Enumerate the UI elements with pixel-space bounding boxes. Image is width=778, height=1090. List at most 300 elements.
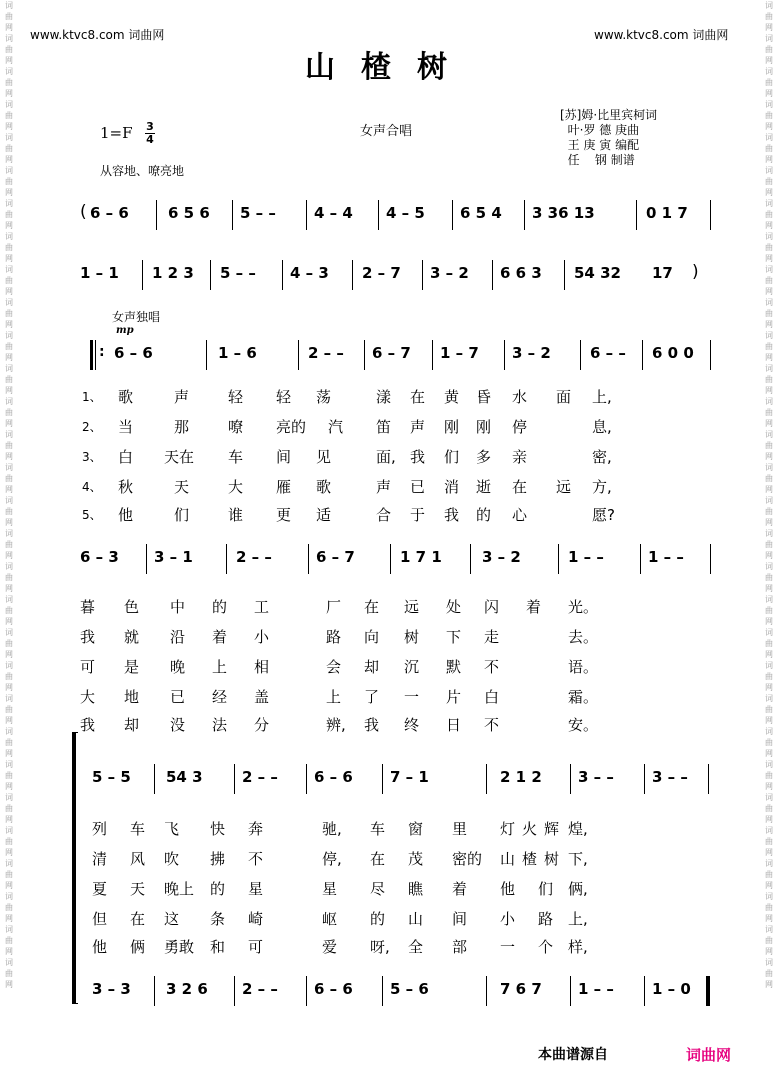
measure: 2 – – xyxy=(236,548,272,566)
barline xyxy=(352,260,353,290)
lyric-word: 声 xyxy=(410,418,426,436)
lyric-word: 分 xyxy=(254,716,270,734)
tempo-marking: 从容地、嘹亮地 xyxy=(100,164,185,178)
lyric-line-3 xyxy=(80,446,720,466)
verse-number: 5、 xyxy=(82,508,102,522)
lyric-word: 小 xyxy=(500,910,516,928)
barline xyxy=(524,200,525,230)
credit-lyricist: [苏]姆·比里宾柯词 xyxy=(560,108,658,122)
measure: 6 – 3 xyxy=(80,548,119,566)
lyric-word: 个 xyxy=(538,938,554,956)
measure: 1 – 0 xyxy=(652,980,691,998)
barline xyxy=(486,764,487,794)
barline xyxy=(226,544,227,574)
lyric-word: 下 xyxy=(446,628,462,646)
lyric-line-15 xyxy=(92,936,732,956)
lyric-word: 亮的 xyxy=(276,418,307,436)
lyric-word: 在 xyxy=(130,910,146,928)
measure: 54 3 xyxy=(166,768,203,786)
key-signature: 1=F xyxy=(100,124,133,142)
open-paren: ( xyxy=(80,202,87,222)
lyric-word: 黄 xyxy=(444,388,460,406)
lyric-word: 天 xyxy=(130,880,146,898)
lyric-word: 灯 xyxy=(500,820,516,838)
barline xyxy=(146,544,147,574)
lyric-word: 和 xyxy=(210,938,226,956)
barline xyxy=(644,764,645,794)
measure: 4 – 4 xyxy=(314,204,353,222)
lyric-word: 辉 xyxy=(544,820,560,838)
lyric-word: 晚 xyxy=(170,658,186,676)
lyric-line-4 xyxy=(80,476,720,496)
lyric-word: 不 xyxy=(484,658,500,676)
lyric-word: 山 xyxy=(408,910,424,928)
lyric-word: 可 xyxy=(248,938,264,956)
lyric-word: 在 xyxy=(370,850,386,868)
barline xyxy=(636,200,637,230)
lyric-line-6 xyxy=(80,596,720,616)
verse-number: 3、 xyxy=(82,450,102,464)
lyric-word: 着 xyxy=(212,628,228,646)
barline xyxy=(710,200,711,230)
lyric-word: 刚 xyxy=(444,418,460,436)
lyric-word: 的 xyxy=(476,506,492,524)
lyric-word: 车 xyxy=(228,448,244,466)
lyric-word: 他 xyxy=(500,880,516,898)
lyric-word: 天 xyxy=(174,478,190,496)
solo-label: 女声独唱 xyxy=(112,310,161,324)
lyric-word: 心 xyxy=(512,506,528,524)
lyric-word: 地 xyxy=(124,688,140,706)
measure: 3 – – xyxy=(652,768,688,786)
measure: 1 – 6 xyxy=(218,344,257,362)
lyric-word: 我 xyxy=(80,628,96,646)
measure: 17 xyxy=(652,264,673,282)
lyric-word: 相 xyxy=(254,658,270,676)
lyric-word: 闪 xyxy=(484,598,500,616)
lyric-word: 走 xyxy=(484,628,500,646)
lyric-word: 车 xyxy=(130,820,146,838)
lyric-word: 茂 xyxy=(408,850,424,868)
barline xyxy=(558,544,559,574)
lyric-word: 当 xyxy=(118,418,134,436)
lyric-word: 上 xyxy=(212,658,228,676)
lyric-line-8 xyxy=(80,656,720,676)
measure: 6 – 7 xyxy=(316,548,355,566)
measure: 6 5 4 xyxy=(460,204,502,222)
close-paren: ) xyxy=(692,262,699,282)
lyric-word: 上 xyxy=(326,688,342,706)
barline xyxy=(710,544,711,574)
lyric-word: 见 xyxy=(316,448,332,466)
barline xyxy=(580,340,581,370)
lyric-word: 了 xyxy=(364,688,380,706)
lyric-word: 沉 xyxy=(404,658,420,676)
lyric-word: 呀, xyxy=(370,938,390,956)
barline xyxy=(432,340,433,370)
measure: 3 2 6 xyxy=(166,980,208,998)
lyric-word: 的 xyxy=(212,598,228,616)
barline xyxy=(142,260,143,290)
lyric-word: 停, xyxy=(322,850,342,868)
barline xyxy=(378,200,379,230)
measure: 2 1 2 xyxy=(500,768,542,786)
lyric-word: 已 xyxy=(170,688,186,706)
performance-type: 女声合唱 xyxy=(360,124,413,139)
lyric-line-13 xyxy=(92,878,732,898)
credits xyxy=(560,108,657,168)
measure: 6 5 6 xyxy=(168,204,210,222)
lyric-word: 火 xyxy=(522,820,538,838)
time-signature xyxy=(145,121,155,146)
lyric-word: 去。 xyxy=(568,628,599,646)
lyric-word: 我 xyxy=(364,716,380,734)
measure: 3 36 13 xyxy=(532,204,595,222)
measure: 3 – – xyxy=(578,768,614,786)
lyric-word: 沿 xyxy=(170,628,186,646)
staff-row-3 xyxy=(80,344,710,374)
measure: 6 – 6 xyxy=(90,204,129,222)
lyric-line-7 xyxy=(80,626,720,646)
barline xyxy=(306,200,307,230)
verse-number: 1、 xyxy=(82,390,102,404)
lyric-word: 在 xyxy=(364,598,380,616)
lyric-word: 我 xyxy=(410,448,426,466)
lyric-word: 不 xyxy=(248,850,264,868)
lyric-word: 远 xyxy=(404,598,420,616)
lyric-word: 树 xyxy=(404,628,420,646)
lyric-line-10 xyxy=(80,714,720,734)
lyric-word: 夏 xyxy=(92,880,108,898)
measure: 54 32 xyxy=(574,264,621,282)
lyric-word: 们 xyxy=(174,506,190,524)
lyric-word: 声 xyxy=(376,478,392,496)
lyric-word: 会 xyxy=(326,658,342,676)
lyric-word: 风 xyxy=(130,850,146,868)
measure: 1 – 1 xyxy=(80,264,119,282)
system-bracket xyxy=(72,732,78,1004)
measure: 6 – 7 xyxy=(372,344,411,362)
lyric-word: 歌 xyxy=(316,478,332,496)
barline xyxy=(640,544,641,574)
measure: 6 – 6 xyxy=(314,768,353,786)
lyric-word: 俩 xyxy=(130,938,146,956)
lyric-word: 息, xyxy=(592,418,612,436)
lyric-word: 面, xyxy=(376,448,396,466)
lyric-word: 安。 xyxy=(568,716,599,734)
site-watermark-right: www.ktvc8.com 词曲网 xyxy=(594,28,729,42)
song-title: 山楂树 xyxy=(305,50,473,85)
lyric-line-14 xyxy=(92,908,732,928)
measure: 1 – – xyxy=(648,548,684,566)
barline xyxy=(154,764,155,794)
lyric-word: 尽 xyxy=(370,880,386,898)
lyric-word: 拂 xyxy=(210,850,226,868)
lyric-word: 却 xyxy=(364,658,380,676)
lyric-word: 大 xyxy=(228,478,244,496)
measure: 3 – 2 xyxy=(430,264,469,282)
lyric-word: 是 xyxy=(124,658,140,676)
lyric-word: 天在 xyxy=(164,448,195,466)
barline xyxy=(470,544,471,574)
lyric-word: 多 xyxy=(476,448,492,466)
lyric-word: 远 xyxy=(556,478,572,496)
barline xyxy=(570,976,571,1006)
lyric-word: 谁 xyxy=(228,506,244,524)
lyric-line-5 xyxy=(80,504,720,524)
barline xyxy=(234,976,235,1006)
lyric-word: 歌 xyxy=(118,388,134,406)
lyric-word: 着 xyxy=(452,880,468,898)
lyric-word: 刚 xyxy=(476,418,492,436)
measure: 2 – – xyxy=(308,344,344,362)
lyric-word: 已 xyxy=(410,478,426,496)
lyric-word: 晚上 xyxy=(164,880,195,898)
lyric-word: 车 xyxy=(370,820,386,838)
lyric-word: 路 xyxy=(326,628,342,646)
brand-logo: 词曲网 xyxy=(686,1046,732,1064)
lyric-word: 水 xyxy=(512,388,528,406)
lyric-line-9 xyxy=(80,686,720,706)
credit-transcriber: 任 钢 制谱 xyxy=(560,153,635,167)
lyric-word: 瞧 xyxy=(408,880,424,898)
final-barline xyxy=(706,976,710,1006)
lyric-word: 星 xyxy=(248,880,264,898)
lyric-word: 霜。 xyxy=(568,688,599,706)
lyric-word: 适 xyxy=(316,506,332,524)
lyric-word: 面 xyxy=(556,388,572,406)
lyric-word: 就 xyxy=(124,628,140,646)
lyric-word: 轻 xyxy=(276,388,292,406)
lyric-word: 于 xyxy=(410,506,426,524)
staff-row-4 xyxy=(80,548,710,578)
verse-number: 2、 xyxy=(82,420,102,434)
lyric-word: 岖 xyxy=(322,910,338,928)
measure: 1 – 7 xyxy=(440,344,479,362)
lyric-word: 快 xyxy=(210,820,226,838)
measure: 2 – 7 xyxy=(362,264,401,282)
lyric-word: 工 xyxy=(254,598,270,616)
measure: 5 – – xyxy=(220,264,256,282)
measure: 5 – – xyxy=(240,204,276,222)
measure: 1 2 3 xyxy=(152,264,194,282)
lyric-word: 下, xyxy=(568,850,588,868)
lyric-word: 全 xyxy=(408,938,424,956)
measure: 2 – – xyxy=(242,980,278,998)
lyric-word: 光。 xyxy=(568,598,599,616)
lyric-word: 逝 xyxy=(476,478,492,496)
lyric-word: 列 xyxy=(92,820,108,838)
lyric-word: 轻 xyxy=(228,388,244,406)
lyric-word: 路 xyxy=(538,910,554,928)
barline xyxy=(282,260,283,290)
barline xyxy=(422,260,423,290)
measure: 2 – – xyxy=(242,768,278,786)
lyric-word: 语。 xyxy=(568,658,599,676)
staff-row-1 xyxy=(80,204,710,234)
lyric-word: 盖 xyxy=(254,688,270,706)
measure: 6 6 3 xyxy=(500,264,542,282)
lyric-word: 爱 xyxy=(322,938,338,956)
lyric-word: 昏 xyxy=(476,388,492,406)
staff-row-6 xyxy=(92,980,710,1010)
barline xyxy=(156,200,157,230)
meter-bottom: 4 xyxy=(146,133,154,146)
lyric-word: 却 xyxy=(124,716,140,734)
lyric-word: 嘹 xyxy=(228,418,244,436)
measure: 4 – 3 xyxy=(290,264,329,282)
lyric-word: 暮 xyxy=(80,598,96,616)
lyric-word: 崎 xyxy=(248,910,264,928)
lyric-word: 俩, xyxy=(568,880,588,898)
barline xyxy=(382,764,383,794)
lyric-word: 白 xyxy=(118,448,134,466)
lyric-word: 法 xyxy=(212,716,228,734)
lyric-word: 大 xyxy=(80,688,96,706)
lyric-word: 雁 xyxy=(276,478,292,496)
lyric-word: 经 xyxy=(212,688,228,706)
lyric-word: 我 xyxy=(444,506,460,524)
lyric-word: 不 xyxy=(484,716,500,734)
barline xyxy=(308,544,309,574)
barline xyxy=(492,260,493,290)
lyric-word: 的 xyxy=(370,910,386,928)
lyric-word: 荡 xyxy=(316,388,332,406)
measure: 1 – – xyxy=(578,980,614,998)
dynamic-marking: mp xyxy=(116,325,134,336)
barline xyxy=(642,340,643,370)
lyric-word: 密, xyxy=(592,448,612,466)
lyric-word: 白 xyxy=(484,688,500,706)
lyric-word: 向 xyxy=(364,628,380,646)
barline xyxy=(570,764,571,794)
measure: 1 – – xyxy=(568,548,604,566)
lyric-word: 色 xyxy=(124,598,140,616)
lyric-word: 那 xyxy=(174,418,190,436)
barline xyxy=(206,340,207,370)
staff-row-5 xyxy=(92,768,710,798)
side-watermark-right: 词曲网词曲网词曲网词曲网词曲网词曲网词曲网词曲网词曲网词曲网词曲网词曲网词曲网词曲网词曲网词曲网词曲网词曲网词曲网词曲网词曲网词曲网词曲网词曲网词曲网词曲网词曲网词曲网词曲网词曲网 xyxy=(765,1,773,989)
barline xyxy=(504,340,505,370)
lyric-word: 终 xyxy=(404,716,420,734)
measure: 7 – 1 xyxy=(390,768,429,786)
lyric-word: 合 xyxy=(376,506,392,524)
measure: 0 1 7 xyxy=(646,204,688,222)
lyric-word: 间 xyxy=(452,910,468,928)
lyric-word: 间 xyxy=(276,448,292,466)
lyric-word: 消 xyxy=(444,478,460,496)
barline xyxy=(306,764,307,794)
repeat-start xyxy=(90,340,96,370)
lyric-word: 们 xyxy=(538,880,554,898)
lyric-word: 们 xyxy=(444,448,460,466)
barline xyxy=(232,200,233,230)
measure: 5 – 5 xyxy=(92,768,131,786)
barline xyxy=(154,976,155,1006)
lyric-word: 上, xyxy=(592,388,612,406)
lyric-line-11 xyxy=(92,818,732,838)
lyric-word: 清 xyxy=(92,850,108,868)
measure: 6 – 6 xyxy=(314,980,353,998)
barline xyxy=(298,340,299,370)
lyric-word: 吹 xyxy=(164,850,180,868)
barline xyxy=(210,260,211,290)
lyric-word: 窗 xyxy=(408,820,424,838)
lyric-word: 山 xyxy=(500,850,516,868)
meter-top: 3 xyxy=(146,120,154,133)
verse-number: 4、 xyxy=(82,480,102,494)
barline xyxy=(710,340,711,370)
lyric-word: 默 xyxy=(446,658,462,676)
site-watermark-left: www.ktvc8.com 词曲网 xyxy=(30,28,165,42)
barline xyxy=(390,544,391,574)
lyric-word: 他 xyxy=(92,938,108,956)
measure: 3 – 3 xyxy=(92,980,131,998)
side-watermark-left: 词曲网词曲网词曲网词曲网词曲网词曲网词曲网词曲网词曲网词曲网词曲网词曲网词曲网词曲网词曲网词曲网词曲网词曲网词曲网词曲网词曲网词曲网词曲网词曲网词曲网词曲网词曲网词曲网词曲网词曲网 xyxy=(5,1,13,989)
barline xyxy=(306,976,307,1006)
measure: 4 – 5 xyxy=(386,204,425,222)
lyric-word: 驰, xyxy=(322,820,342,838)
lyric-word: 飞 xyxy=(164,820,180,838)
measure: 6 – – xyxy=(590,344,626,362)
lyric-word: 可 xyxy=(80,658,96,676)
barline xyxy=(382,976,383,1006)
lyric-word: 条 xyxy=(210,910,226,928)
lyric-word: 笛 xyxy=(376,418,392,436)
lyric-word: 辨, xyxy=(326,716,346,734)
lyric-word: 漾 xyxy=(376,388,392,406)
lyric-word: 停 xyxy=(512,418,528,436)
lyric-word: 亲 xyxy=(512,448,528,466)
barline xyxy=(452,200,453,230)
lyric-word: 小 xyxy=(254,628,270,646)
lyric-word: 厂 xyxy=(326,598,342,616)
credit-arranger: 王 庚 寅 编配 xyxy=(560,138,640,152)
lyric-word: 我 xyxy=(80,716,96,734)
lyric-word: 日 xyxy=(446,716,462,734)
lyric-word: 楂 xyxy=(522,850,538,868)
measure: 3 – 1 xyxy=(154,548,193,566)
measure: 3 – 2 xyxy=(512,344,551,362)
measure: 1 7 1 xyxy=(400,548,442,566)
measure: 5 – 6 xyxy=(390,980,429,998)
lyric-word: 秋 xyxy=(118,478,134,496)
lyric-word: 密的 xyxy=(452,850,483,868)
lyric-word: 在 xyxy=(512,478,528,496)
lyric-word: 部 xyxy=(452,938,468,956)
lyric-word: 的 xyxy=(210,880,226,898)
measure: 6 – 6 xyxy=(114,344,153,362)
lyric-line-1 xyxy=(80,386,720,406)
lyric-word: 汽 xyxy=(328,418,344,436)
lyric-word: 着 xyxy=(526,598,542,616)
lyric-word: 更 xyxy=(276,506,292,524)
lyric-word: 一 xyxy=(404,688,420,706)
lyric-word: 没 xyxy=(170,716,186,734)
lyric-line-2 xyxy=(80,416,720,436)
lyric-word: 里 xyxy=(452,820,468,838)
lyric-word: 中 xyxy=(170,598,186,616)
measure: 3 – 2 xyxy=(482,548,521,566)
credit-composer: 叶·罗 德 庚曲 xyxy=(560,123,640,137)
lyric-word: 处 xyxy=(446,598,462,616)
lyric-word: 愿? xyxy=(592,506,615,524)
lyric-line-12 xyxy=(92,848,732,868)
lyric-word: 但 xyxy=(92,910,108,928)
lyric-word: 方, xyxy=(592,478,612,496)
lyric-word: 在 xyxy=(410,388,426,406)
lyric-word: 他 xyxy=(118,506,134,524)
